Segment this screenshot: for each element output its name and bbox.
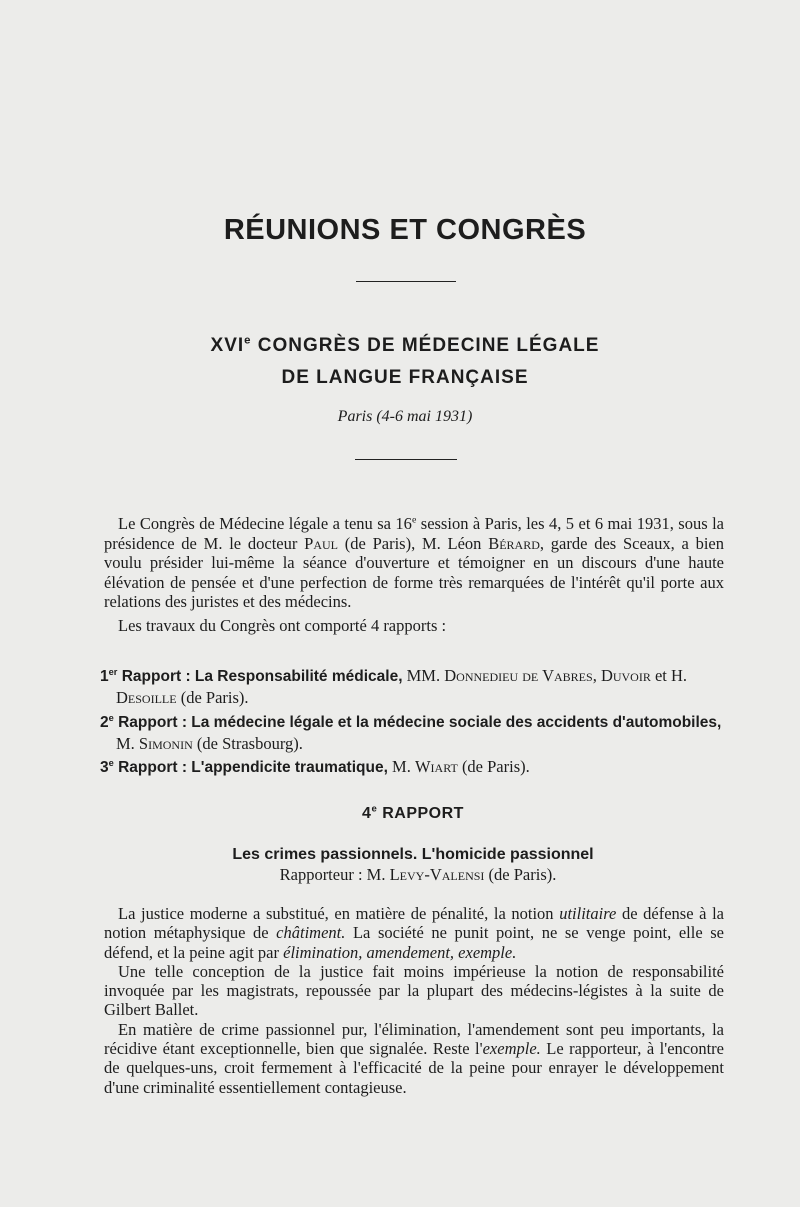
report-3: 3e Rapport : L'appendicite traumatique, M. Wiart (de Paris). <box>100 757 530 776</box>
report-4-title: Les crimes passionnels. L'homicide passionnel <box>232 846 594 863</box>
intro-reports-sentence: Les travaux du Congrès ont comporté 4 rapports : <box>118 615 447 635</box>
report-4-rapporteur: Rapporteur : M. Levy-Valensi (de Paris). <box>279 865 557 884</box>
report-1: 1er Rapport : La Responsabilité médicale, MM. Donnedieu de Vabres, Duvoir et H. Desoille (de Paris). <box>100 666 688 707</box>
congress-subtitle: Paris (4-6 mai 1931) <box>337 408 473 425</box>
report-4-body <box>104 904 724 1097</box>
congress-title-line1: XVIe CONGRÈS DE MÉDECINE LÉGALE <box>210 334 600 356</box>
report-4-heading: 4e RAPPORT <box>362 803 464 822</box>
report-4-paragraph-3: En matière de crime passionnel pur, l'élimination, l'amendement sont peu importants, la récidive étant exceptionnelle, bien que signalée. Reste l'exemple. Le rapporteur, à l'encontre de quelques-uns, croit fermement à l'efficacité de la peine pour enrayer le développement d'une criminalité essentiellement contagieuse. <box>104 1019 724 1097</box>
divider-rule-top <box>356 281 456 282</box>
report-2: 2e Rapport : La médecine légale et la médecine sociale des accidents d'automobiles, M. Simonin (de Strasbourg). <box>100 712 722 753</box>
intro-paragraph: Le Congrès de Médecine légale a tenu sa 16e session à Paris, les 4, 5 et 6 mai 1931, sous la présidence de M. le docteur Paul (de Paris), M. Léon Bérard, garde des Sceaux, a bien voulu présider lui-même la séance d'ouverture et témoigner en un discours d'une haute élévation de pensée et d'une perfection de forme très remarquées de l'intérêt qu'il porte aux relations des juristes et des médecins. <box>104 514 725 611</box>
report-4-paragraph-2: Une telle conception de la justice fait moins impérieuse la notion de responsabilité invoquée par les magistrats, repoussée par la plupart des médecins-légistes à la suite de Gilbert Ballet. <box>104 961 724 1020</box>
divider-rule-bottom <box>355 459 457 460</box>
report-4-paragraph-1: La justice moderne a substitué, en matière de pénalité, la notion utilitaire de défense à la notion métaphysique de châtiment. La société ne punit point, ne se venge point, elle se défend, et la peine agit par élimination, amendement, exemple. <box>104 904 724 962</box>
section-title: RÉUNIONS ET CONGRÈS <box>223 214 587 246</box>
congress-title-line2: DE LANGUE FRANÇAISE <box>281 367 529 388</box>
congress-title <box>0 330 800 394</box>
intro-section <box>104 514 724 635</box>
